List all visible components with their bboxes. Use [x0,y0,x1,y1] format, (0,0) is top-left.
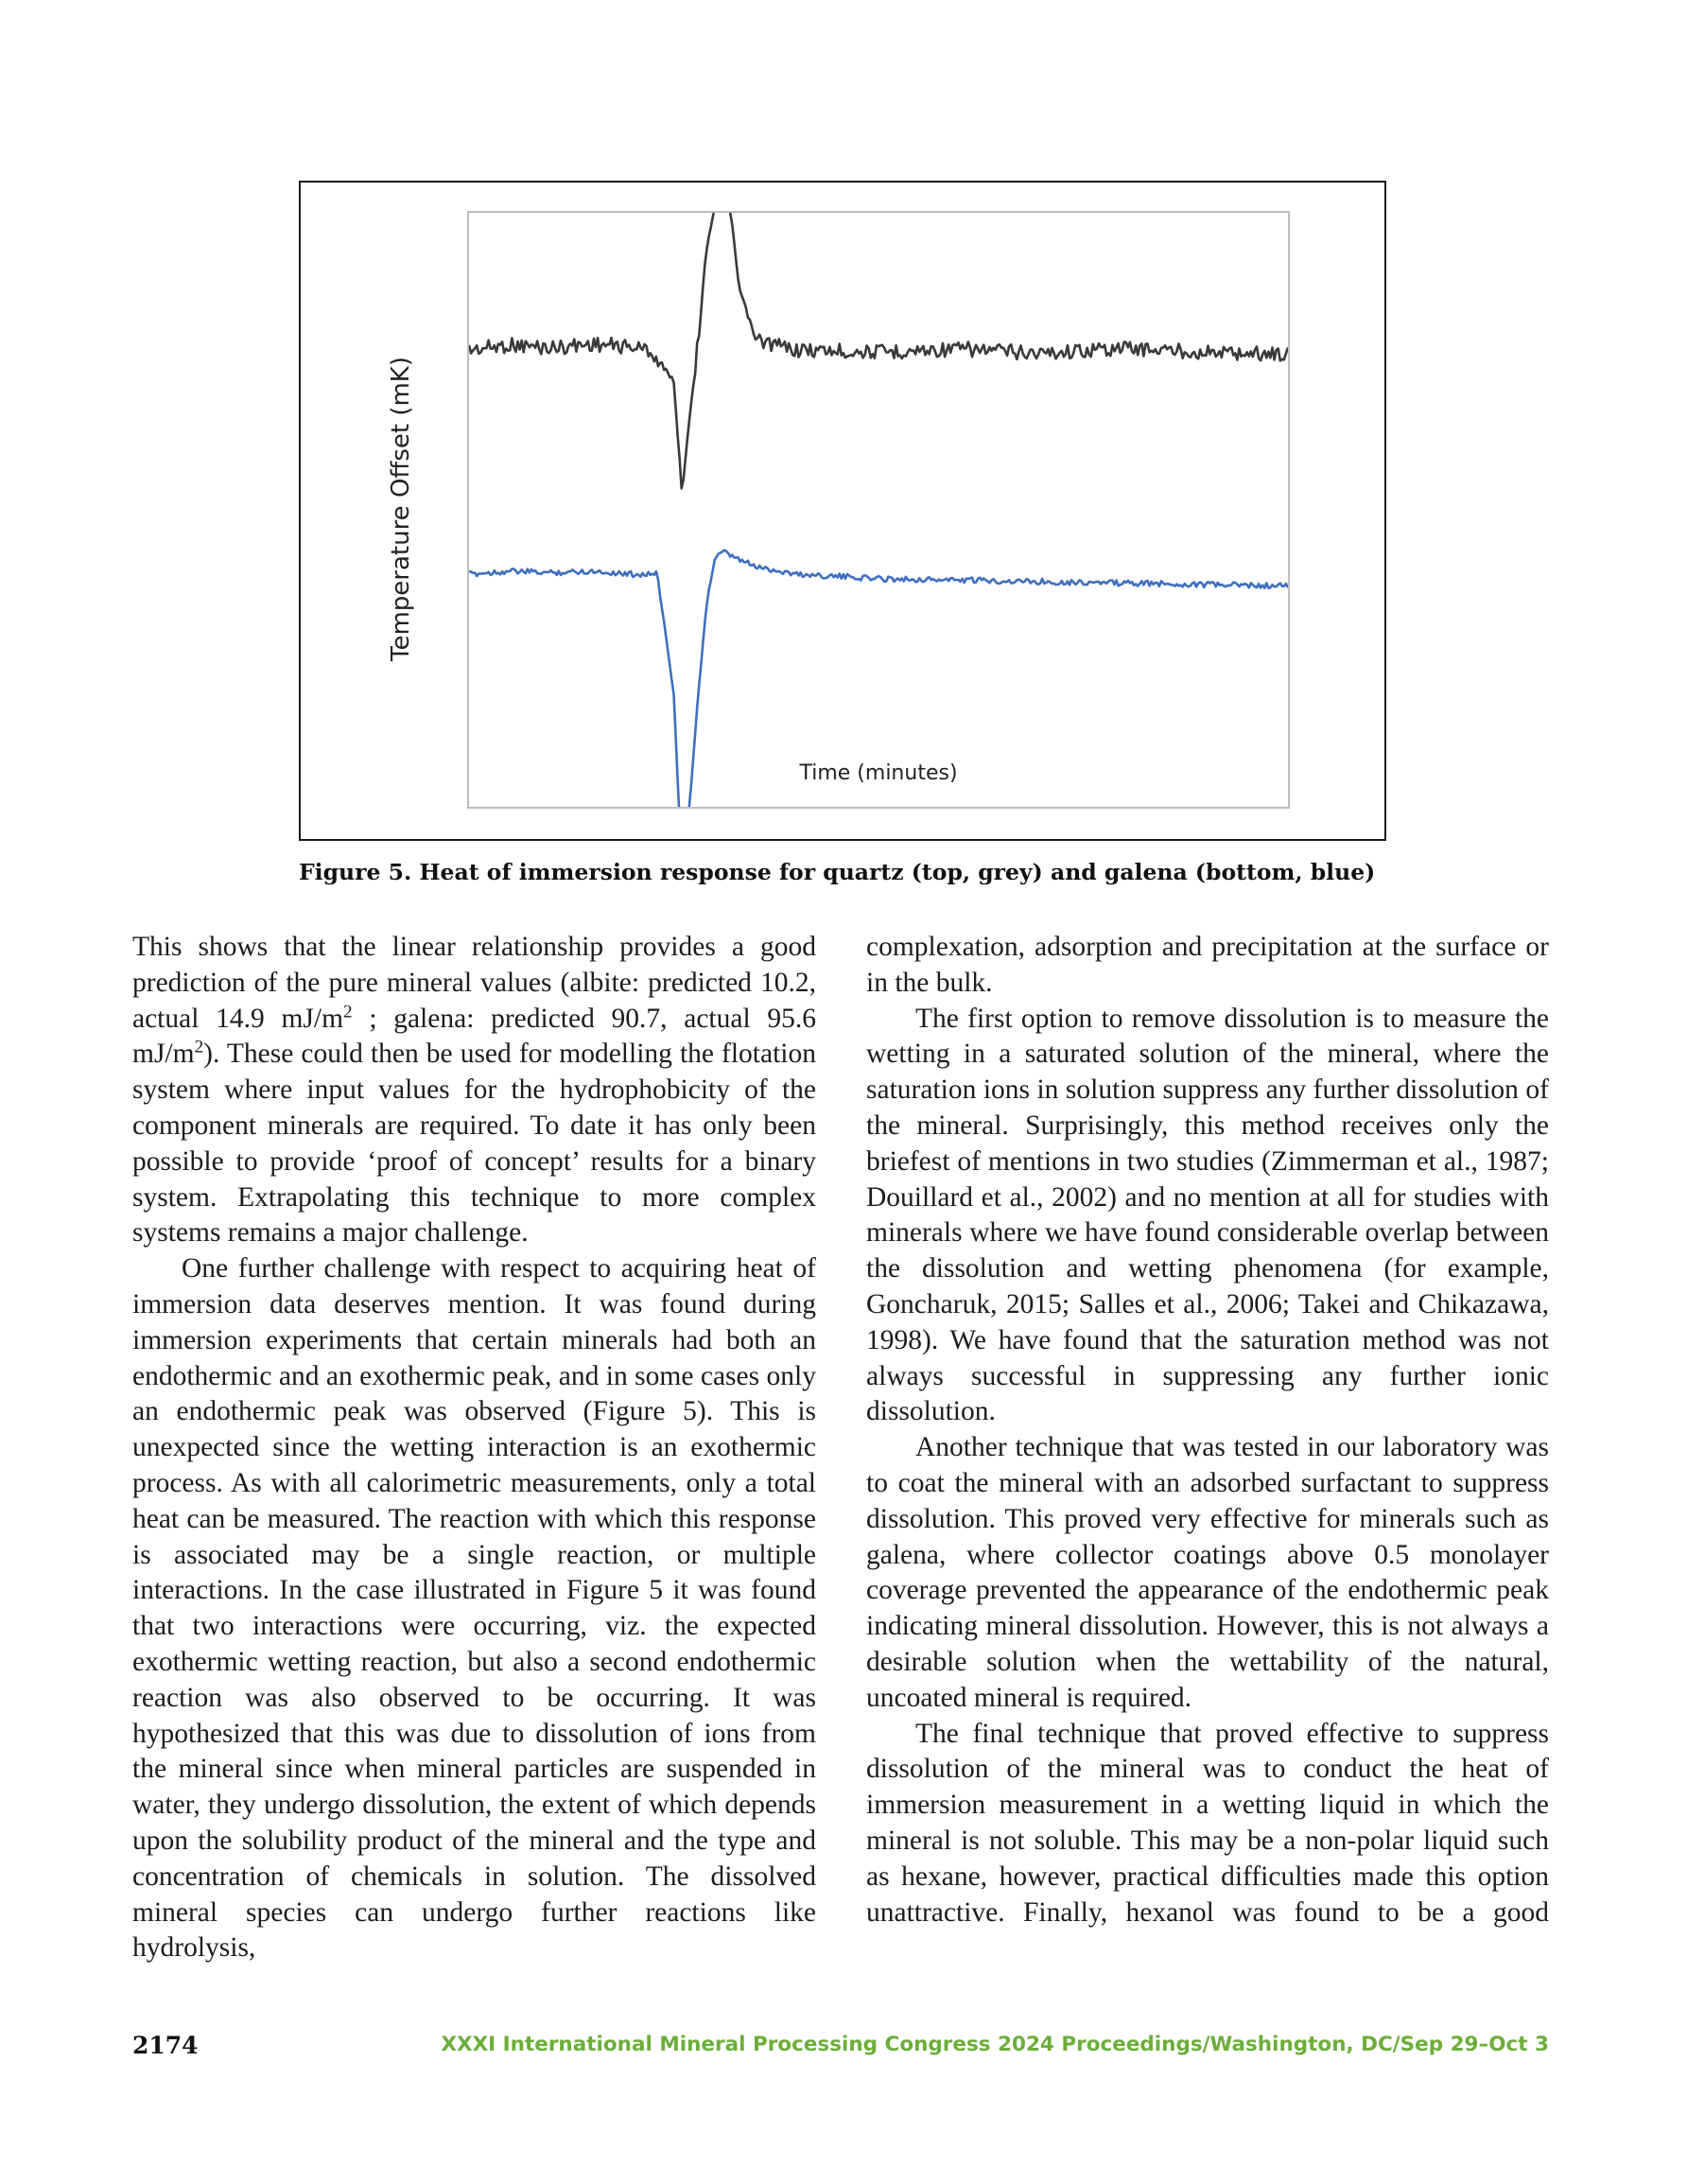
figure-frame [299,181,1386,841]
page-number: 2174 [132,2032,199,2059]
chart-plot [469,213,1288,807]
conference-footer: XXXI International Mineral Processing Congress 2024 Proceedings/Washington, DC/Sep 29–Oct 3 [441,2033,1549,2056]
series-line-quartz [469,213,1288,488]
paragraph: This shows that the linear relationship provides a good prediction of the pure mineral values (albite: predicted 10.2, actual 14.9 $mJ/m^2$ ; galena: predicted 90.7, actual 95.6 $mJ/m^2$). These could then be used for modelling the flotation system where input values for the hydrophobicity of the component minerals are required. To date it has only been possible to provide ‘proof of concept’ results for a binary system. Extrapolating this technique to more complex systems remains a major challenge. [132,932,816,1249]
figure-caption: Figure 5. Heat of immersion response for quartz (top, grey) and galena (bottom, blue) [299,859,1376,885]
left-text-column [132,930,816,1966]
x-axis-label: Time (minutes) [799,761,958,785]
paragraph: One further challenge with respect to acquiring heat of immersion data deserves mention. It was found during immersion experiments that certain minerals had both an endothermic and an exothermic peak, and in some cases only an endothermic peak was observed (Figure 5). This is unexpected since the wetting interaction is an exothermic process. As with all calorimetric measurements, only a total heat can be measured. The reaction with which this response is associated may be a single reaction, or multiple interactions. In the case illustrated in Figure 5 it was found that two interactions were occurring, viz. the expected exothermic wetting reaction, but also a second endothermic reaction was also observed to be occurring. It was hypothesized that this was due to dissolution of ions from the mineral since when mineral particles are suspended in water, they undergo dissolution, the extent of which depends upon the solubility product of the mineral and the type and concentration of chemicals in solution. The dissolved mineral species can undergo further reactions like hydrolysis, [132,1253,816,1964]
paragraph: Another technique that was tested in our laboratory was to coat the mineral with an adsorbed surfactant to suppress dissolution. This proved very effective for minerals such as galena, where collector coatings above 0.5 monolayer coverage prevented the appearance of the endothermic peak indicating mineral dissolution. However, this is not always a desirable solution when the wettability of the natural, uncoated mineral is required. [866,1432,1549,1713]
right-text-column [866,930,1549,1931]
paragraph: The final technique that proved effective to suppress dissolution of the mineral was to conduct the heat of immersion measurement in a wetting liquid in which the mineral is not soluble. This may be a non-polar liquid such as hexane, however, practical difficulties made this option unattractive. Finally, hexanol was found to be a good [866,1718,1549,1928]
paragraph: complexation, adsorption and precipitation at the surface or in the bulk. [866,932,1549,998]
y-axis-label: Temperature Offset (mK) [387,357,415,662]
paragraph: The first option to remove dissolution is to measure the wetting in a saturated solution of the mineral, where the saturation ions in solution suppress any further dissolution of the mineral. Surprisingly, this method receives only the briefest of mentions in two studies (Zimmerman et al., 1987; Douillard et al., 2002) and no mention at all for studies with minerals where we have found considerable overlap between the dissolution and wetting phenomena (for example, Goncharuk, 2015; Salles et al., 2006; Takei and Chikazawa, 1998). We have found that the saturation method was not always successful in suppressing any further ionic dissolution. [866,1003,1549,1427]
plot-area [467,211,1290,809]
